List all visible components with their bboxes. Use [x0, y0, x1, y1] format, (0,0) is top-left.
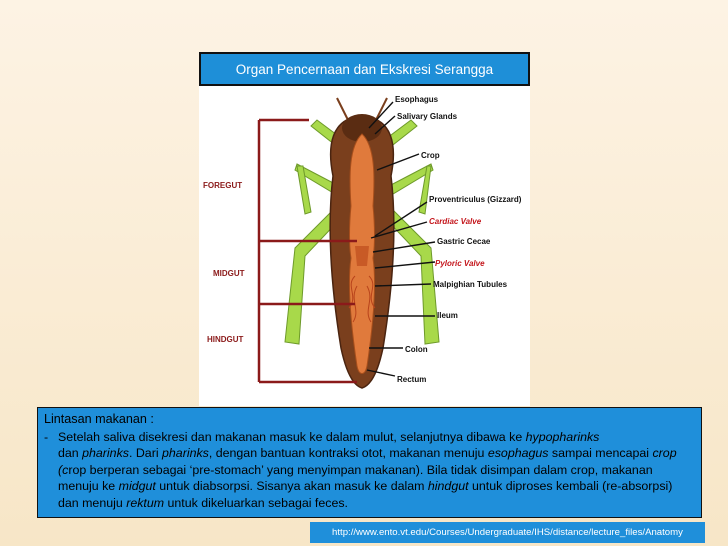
- rectum-label: Rectum: [397, 375, 427, 384]
- text-segment: sampai mencapai: [548, 446, 653, 461]
- text-segment: rop berperan sebagai ‘pre-stomach’ yang menyimpan makanan). Bila tidak disimpan dalam crop, makanan menuju ke: [58, 462, 653, 494]
- text-segment: untuk diabsorpsi. Sisanya akan masuk ke dalam: [155, 479, 428, 494]
- slide-title-text: Organ Pencernaan dan Ekskresi Serangga: [235, 61, 494, 77]
- description-bullet: [44, 429, 695, 512]
- pyloric-valve-label: Pyloric Valve: [435, 259, 485, 268]
- term-hypopharinks: hypopharinks: [525, 429, 600, 444]
- description-box: [37, 407, 702, 518]
- text-segment: dan: [58, 446, 83, 461]
- description-paragraph: [58, 429, 695, 512]
- text-segment: . Dari: [128, 446, 163, 461]
- term-crop: crop (c: [58, 446, 677, 477]
- esophagus-label: Esophagus: [395, 95, 439, 104]
- gastric-cecae-label: Gastric Cecae: [437, 237, 491, 246]
- left-antenna: [337, 98, 349, 122]
- term-midgut: midgut: [118, 479, 156, 494]
- bullet-dash: -: [44, 429, 49, 444]
- text-segment: untuk dikeluarkan sebagai feces.: [164, 495, 348, 510]
- malpighian-tubules-label: Malpighian Tubules: [433, 280, 508, 289]
- foregut-label: FOREGUT: [203, 181, 243, 190]
- term-hindgut: hindgut: [427, 479, 469, 494]
- description-heading: Lintasan makanan :: [44, 412, 154, 426]
- crop-label: Crop: [421, 151, 440, 160]
- text-segment: untuk diproses kembali (re-absorpsi) dan menuju: [58, 479, 673, 510]
- midgut-label: MIDGUT: [213, 269, 245, 278]
- ileum-label: Ileum: [437, 311, 458, 320]
- cardiac-valve-label: Cardiac Valve: [429, 217, 482, 226]
- colon-label: Colon: [405, 345, 428, 354]
- text-segment: Setelah saliva disekresi dan makanan masuk ke dalam mulut, selanjutnya dibawa ke: [58, 429, 526, 444]
- insect-anatomy-figure: [199, 86, 530, 406]
- slide-title: [199, 52, 530, 86]
- term-pharinks-2: pharinks: [162, 446, 209, 461]
- anatomy-diagram: [199, 86, 530, 406]
- term-esophagus: esophagus: [487, 446, 549, 461]
- salivary-glands-label: Salivary Glands: [397, 112, 458, 121]
- text-segment: , dengan bantuan kontraksi otot, makanan menuju: [208, 446, 488, 461]
- hindgut-label: HINDGUT: [207, 335, 244, 344]
- gastric-cecae-shape: [355, 246, 369, 266]
- source-url-text[interactable]: http://www.ento.vt.edu/Courses/Undergraduate/IHS/distance/lecture_files/Anatomy: [332, 527, 683, 538]
- term-rektum: rektum: [126, 495, 165, 510]
- proventriculus-label: Proventriculus (Gizzard): [429, 195, 522, 204]
- term-pharinks: pharinks: [82, 446, 129, 461]
- source-url[interactable]: [310, 522, 705, 543]
